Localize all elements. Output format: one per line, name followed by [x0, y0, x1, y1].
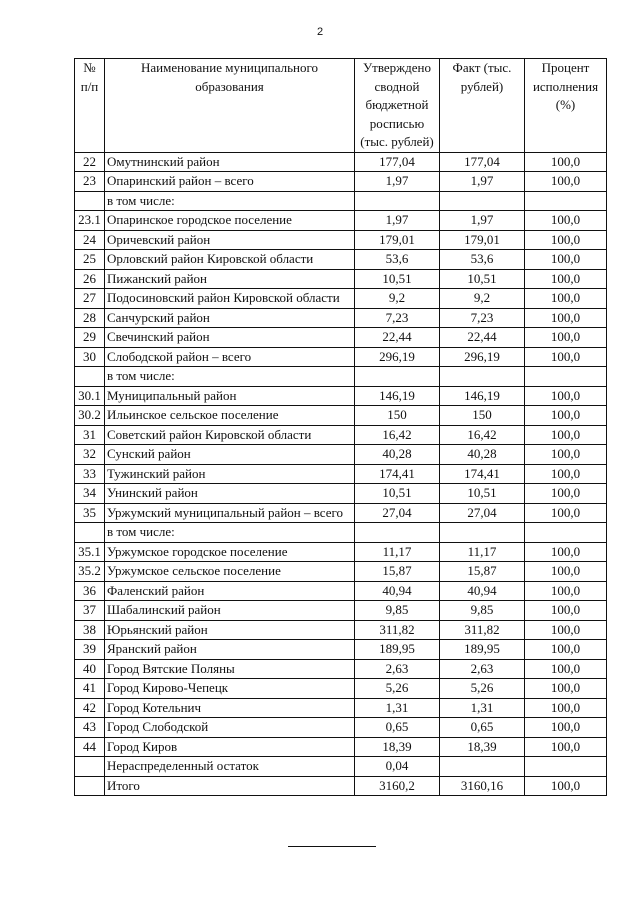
- cell-name: Город Киров: [105, 737, 355, 757]
- cell-percent: 100,0: [525, 542, 607, 562]
- cell-fact: 177,04: [440, 152, 525, 172]
- cell-name: Яранский район: [105, 640, 355, 660]
- cell-num: 23: [75, 172, 105, 192]
- cell-fact: 15,87: [440, 562, 525, 582]
- cell-percent: 100,0: [525, 406, 607, 426]
- cell-approved: 18,39: [355, 737, 440, 757]
- table-row: [75, 640, 607, 660]
- cell-percent: 100,0: [525, 679, 607, 699]
- cell-percent: 100,0: [525, 328, 607, 348]
- cell-approved: 146,19: [355, 386, 440, 406]
- cell-num: [75, 367, 105, 387]
- cell-fact: 189,95: [440, 640, 525, 660]
- table-row: [75, 698, 607, 718]
- table-row: [75, 211, 607, 231]
- cell-fact: 9,2: [440, 289, 525, 309]
- cell-approved: 0,04: [355, 757, 440, 777]
- cell-name: Орловский район Кировской области: [105, 250, 355, 270]
- cell-approved: 150: [355, 406, 440, 426]
- cell-approved: 16,42: [355, 425, 440, 445]
- cell-approved: 0,65: [355, 718, 440, 738]
- cell-approved: 1,97: [355, 172, 440, 192]
- cell-name: Шабалинский район: [105, 601, 355, 621]
- cell-num: 33: [75, 464, 105, 484]
- table-row: [75, 464, 607, 484]
- cell-num: 22: [75, 152, 105, 172]
- cell-fact: 146,19: [440, 386, 525, 406]
- cell-percent: 100,0: [525, 659, 607, 679]
- table-row: [75, 308, 607, 328]
- cell-name: Муниципальный район: [105, 386, 355, 406]
- table-row: [75, 328, 607, 348]
- cell-approved: 27,04: [355, 503, 440, 523]
- cell-fact: 3160,16: [440, 776, 525, 796]
- cell-num: 28: [75, 308, 105, 328]
- cell-name: Город Кирово-Чепецк: [105, 679, 355, 699]
- cell-num: 37: [75, 601, 105, 621]
- cell-percent: 100,0: [525, 172, 607, 192]
- cell-percent: [525, 757, 607, 777]
- cell-num: 35.2: [75, 562, 105, 582]
- table-header-row: [75, 59, 607, 153]
- cell-fact: [440, 523, 525, 543]
- cell-approved: 5,26: [355, 679, 440, 699]
- cell-fact: 1,97: [440, 172, 525, 192]
- cell-approved: 179,01: [355, 230, 440, 250]
- cell-num: 39: [75, 640, 105, 660]
- cell-num: [75, 757, 105, 777]
- cell-name: в том числе:: [105, 191, 355, 211]
- table-row: [75, 484, 607, 504]
- cell-percent: [525, 191, 607, 211]
- table-row: [75, 601, 607, 621]
- table-row: [75, 191, 607, 211]
- cell-percent: 100,0: [525, 347, 607, 367]
- cell-num: [75, 191, 105, 211]
- cell-num: 38: [75, 620, 105, 640]
- cell-percent: 100,0: [525, 484, 607, 504]
- cell-num: 29: [75, 328, 105, 348]
- cell-percent: 100,0: [525, 620, 607, 640]
- cell-percent: 100,0: [525, 562, 607, 582]
- cell-fact: 179,01: [440, 230, 525, 250]
- cell-approved: 10,51: [355, 484, 440, 504]
- cell-fact: 1,97: [440, 211, 525, 231]
- cell-percent: 100,0: [525, 250, 607, 270]
- cell-name: Санчурский район: [105, 308, 355, 328]
- cell-name: Омутнинский район: [105, 152, 355, 172]
- cell-num: 35: [75, 503, 105, 523]
- cell-approved: 11,17: [355, 542, 440, 562]
- cell-percent: 100,0: [525, 230, 607, 250]
- table-row: [75, 503, 607, 523]
- table-row: [75, 737, 607, 757]
- table-row: [75, 620, 607, 640]
- cell-name: Фаленский район: [105, 581, 355, 601]
- cell-name: Город Котельнич: [105, 698, 355, 718]
- cell-name: Нераспределенный остаток: [105, 757, 355, 777]
- cell-fact: 174,41: [440, 464, 525, 484]
- cell-num: 27: [75, 289, 105, 309]
- cell-percent: 100,0: [525, 776, 607, 796]
- cell-approved: 22,44: [355, 328, 440, 348]
- cell-percent: 100,0: [525, 308, 607, 328]
- cell-percent: 100,0: [525, 503, 607, 523]
- cell-approved: 296,19: [355, 347, 440, 367]
- cell-fact: 5,26: [440, 679, 525, 699]
- cell-approved: 311,82: [355, 620, 440, 640]
- cell-num: 25: [75, 250, 105, 270]
- cell-percent: 100,0: [525, 211, 607, 231]
- cell-name: Опаринский район – всего: [105, 172, 355, 192]
- cell-num: 36: [75, 581, 105, 601]
- footer-divider: [288, 846, 376, 847]
- cell-percent: [525, 367, 607, 387]
- table-row: [75, 562, 607, 582]
- table-row: [75, 386, 607, 406]
- cell-approved: 1,97: [355, 211, 440, 231]
- table-row: [75, 425, 607, 445]
- cell-fact: 1,31: [440, 698, 525, 718]
- cell-percent: 100,0: [525, 152, 607, 172]
- cell-name: Уржумский муниципальный район – всего: [105, 503, 355, 523]
- cell-approved: 40,28: [355, 445, 440, 465]
- cell-percent: 100,0: [525, 289, 607, 309]
- cell-fact: 40,28: [440, 445, 525, 465]
- cell-num: 35.1: [75, 542, 105, 562]
- cell-approved: [355, 523, 440, 543]
- cell-percent: 100,0: [525, 464, 607, 484]
- table-row: [75, 152, 607, 172]
- table-row: [75, 367, 607, 387]
- header-name: Наименование муниципального образования: [105, 59, 355, 153]
- cell-approved: 9,2: [355, 289, 440, 309]
- cell-name: Город Вятские Поляны: [105, 659, 355, 679]
- cell-percent: 100,0: [525, 445, 607, 465]
- cell-approved: 9,85: [355, 601, 440, 621]
- header-num: № п/п: [75, 59, 105, 153]
- table-row: [75, 776, 607, 796]
- cell-fact: 53,6: [440, 250, 525, 270]
- cell-num: 30.1: [75, 386, 105, 406]
- cell-name: Уржумское сельское поселение: [105, 562, 355, 582]
- cell-fact: 11,17: [440, 542, 525, 562]
- cell-name: Город Слободской: [105, 718, 355, 738]
- cell-approved: 174,41: [355, 464, 440, 484]
- table-row: [75, 659, 607, 679]
- table-row: [75, 757, 607, 777]
- table-row: [75, 250, 607, 270]
- cell-num: 43: [75, 718, 105, 738]
- cell-approved: 7,23: [355, 308, 440, 328]
- page-number: 2: [316, 26, 324, 38]
- table-row: [75, 445, 607, 465]
- cell-percent: 100,0: [525, 601, 607, 621]
- cell-fact: 16,42: [440, 425, 525, 445]
- cell-fact: 40,94: [440, 581, 525, 601]
- table-row: [75, 230, 607, 250]
- header-fact: Факт (тыс. рублей): [440, 59, 525, 153]
- cell-approved: 1,31: [355, 698, 440, 718]
- cell-approved: 177,04: [355, 152, 440, 172]
- cell-num: 34: [75, 484, 105, 504]
- cell-fact: 296,19: [440, 347, 525, 367]
- header-percent: Процент исполнения (%): [525, 59, 607, 153]
- cell-fact: 7,23: [440, 308, 525, 328]
- cell-name: Уржумское городское поселение: [105, 542, 355, 562]
- cell-approved: 2,63: [355, 659, 440, 679]
- table-row: [75, 406, 607, 426]
- cell-name: в том числе:: [105, 367, 355, 387]
- cell-name: Подосиновский район Кировской области: [105, 289, 355, 309]
- cell-percent: 100,0: [525, 718, 607, 738]
- cell-approved: [355, 191, 440, 211]
- table-row: [75, 542, 607, 562]
- cell-approved: 53,6: [355, 250, 440, 270]
- cell-name: Сунский район: [105, 445, 355, 465]
- cell-approved: 10,51: [355, 269, 440, 289]
- cell-fact: 10,51: [440, 484, 525, 504]
- cell-name: Юрьянский район: [105, 620, 355, 640]
- cell-percent: 100,0: [525, 425, 607, 445]
- table-body: [75, 152, 607, 796]
- cell-percent: 100,0: [525, 386, 607, 406]
- cell-num: [75, 776, 105, 796]
- table-row: [75, 347, 607, 367]
- cell-percent: 100,0: [525, 640, 607, 660]
- table-row: [75, 289, 607, 309]
- cell-fact: 10,51: [440, 269, 525, 289]
- cell-fact: [440, 191, 525, 211]
- cell-fact: 27,04: [440, 503, 525, 523]
- cell-fact: [440, 757, 525, 777]
- cell-name: Итого: [105, 776, 355, 796]
- cell-name: Слободской район – всего: [105, 347, 355, 367]
- cell-name: Свечинский район: [105, 328, 355, 348]
- table-row: [75, 718, 607, 738]
- table-row: [75, 679, 607, 699]
- cell-name: Унинский район: [105, 484, 355, 504]
- cell-percent: 100,0: [525, 581, 607, 601]
- cell-approved: 3160,2: [355, 776, 440, 796]
- budget-execution-table: [74, 58, 607, 796]
- cell-num: 26: [75, 269, 105, 289]
- cell-num: 44: [75, 737, 105, 757]
- cell-fact: 9,85: [440, 601, 525, 621]
- cell-approved: 189,95: [355, 640, 440, 660]
- cell-num: 41: [75, 679, 105, 699]
- cell-name: Пижанский район: [105, 269, 355, 289]
- cell-name: в том числе:: [105, 523, 355, 543]
- cell-num: 24: [75, 230, 105, 250]
- cell-fact: 22,44: [440, 328, 525, 348]
- cell-num: 32: [75, 445, 105, 465]
- table-row: [75, 581, 607, 601]
- table-row: [75, 523, 607, 543]
- cell-fact: 150: [440, 406, 525, 426]
- table-row: [75, 172, 607, 192]
- cell-name: Оричевский район: [105, 230, 355, 250]
- cell-approved: [355, 367, 440, 387]
- cell-percent: [525, 523, 607, 543]
- header-approved: Утверждено сводной бюджетной росписью (тыс. рублей): [355, 59, 440, 153]
- cell-name: Опаринское городское поселение: [105, 211, 355, 231]
- cell-num: 42: [75, 698, 105, 718]
- cell-approved: 15,87: [355, 562, 440, 582]
- cell-fact: 2,63: [440, 659, 525, 679]
- cell-approved: 40,94: [355, 581, 440, 601]
- cell-percent: 100,0: [525, 269, 607, 289]
- cell-percent: 100,0: [525, 698, 607, 718]
- cell-name: Тужинский район: [105, 464, 355, 484]
- cell-fact: 18,39: [440, 737, 525, 757]
- cell-num: 40: [75, 659, 105, 679]
- table-row: [75, 269, 607, 289]
- cell-num: 23.1: [75, 211, 105, 231]
- cell-fact: 0,65: [440, 718, 525, 738]
- cell-fact: 311,82: [440, 620, 525, 640]
- cell-name: Ильинское сельское поселение: [105, 406, 355, 426]
- cell-num: 30.2: [75, 406, 105, 426]
- cell-num: 30: [75, 347, 105, 367]
- cell-num: 31: [75, 425, 105, 445]
- cell-num: [75, 523, 105, 543]
- cell-percent: 100,0: [525, 737, 607, 757]
- cell-name: Советский район Кировской области: [105, 425, 355, 445]
- cell-fact: [440, 367, 525, 387]
